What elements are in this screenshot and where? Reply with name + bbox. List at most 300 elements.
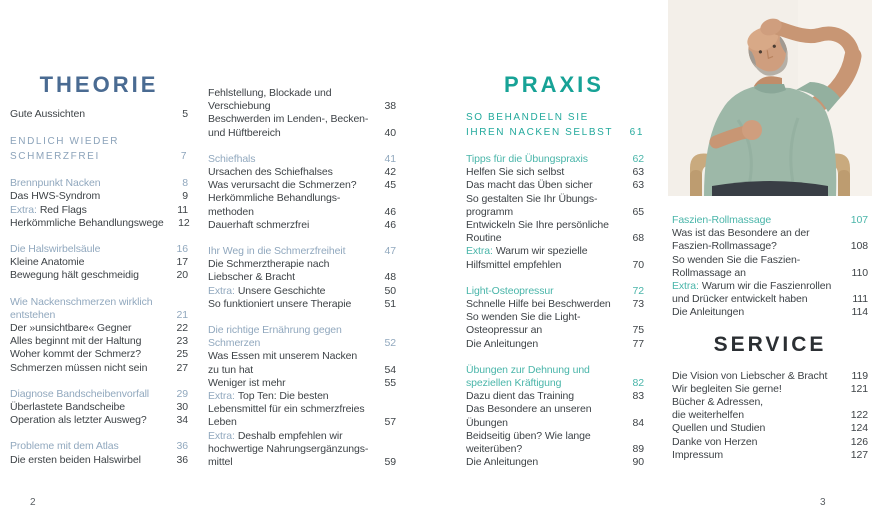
page-ref: 9 <box>182 190 188 203</box>
toc-line <box>466 430 644 443</box>
toc-line <box>672 254 868 267</box>
toc-line <box>466 443 644 456</box>
toc-entry-text: Die richtige Ernährung gegen <box>208 324 342 337</box>
toc-entry <box>10 401 188 414</box>
toc-entry <box>10 414 188 427</box>
toc-line <box>10 217 188 230</box>
toc-line <box>672 214 868 227</box>
toc-entry-text: Tipps für die Übungspraxis <box>466 153 588 165</box>
page-ref: 70 <box>632 258 644 271</box>
toc-entry-text: und Hüftbereich <box>208 126 281 139</box>
toc-entry-text: Routine <box>466 232 502 245</box>
extra-label: Extra: <box>208 429 235 442</box>
toc-line <box>208 377 396 390</box>
toc-entry-text: So wenden Sie die Light- <box>466 311 581 324</box>
toc-entry <box>10 256 188 269</box>
praxis-heading: PRAXIS <box>504 72 604 97</box>
page-ref: 59 <box>384 456 396 469</box>
toc-line <box>208 87 396 100</box>
toc-entry-text: Bücher & Adressen, <box>672 396 764 409</box>
toc-entry <box>466 456 644 469</box>
toc-entry <box>10 217 188 230</box>
toc-entry <box>208 166 396 179</box>
toc-group <box>672 370 868 462</box>
toc-entry-text: die weiterhelfen <box>672 409 744 422</box>
toc-line <box>466 245 644 258</box>
page-ref: 114 <box>851 306 868 319</box>
toc-entry-text: weiterüben? <box>466 443 523 456</box>
toc-line <box>466 390 644 403</box>
right-page-column-2 <box>672 214 868 475</box>
toc-entry <box>10 190 188 203</box>
toc-group <box>208 324 396 469</box>
toc-entry <box>10 108 188 121</box>
page-ref: 12 <box>178 216 190 229</box>
toc-entry-text: Extra: Warum wir spezielle <box>466 245 588 258</box>
toc-line <box>208 192 396 205</box>
toc-entry-text: Herkömmliche Behandlungswege <box>10 216 164 229</box>
toc-group <box>10 177 188 230</box>
toc-entry <box>672 280 868 306</box>
toc-entry <box>208 153 396 166</box>
toc-entry <box>10 440 188 453</box>
toc-line <box>466 403 644 416</box>
toc-line <box>208 166 396 179</box>
page-ref: 122 <box>850 409 868 422</box>
toc-entry-text: Extra: Unsere Geschichte <box>208 284 326 297</box>
page-ref: 63 <box>632 166 644 179</box>
page-ref: 110 <box>851 266 868 279</box>
toc-entry-text: Verschiebung <box>208 100 271 113</box>
page-ref: 11 <box>177 203 188 216</box>
page-ref: 77 <box>632 337 644 350</box>
toc-entry-text: Wir begleiten Sie gerne! <box>672 382 782 395</box>
toc-entry <box>208 324 396 350</box>
toc-entry-text: Leben <box>208 416 237 429</box>
toc-line <box>208 206 396 219</box>
neck-stretch-illustration <box>668 0 872 196</box>
toc-entry-text: So funktioniert unsere Therapie <box>208 297 352 310</box>
toc-entry <box>208 430 396 470</box>
toc-entry <box>672 214 868 227</box>
toc-entry-text: ENDLICH WIEDER <box>10 136 120 148</box>
toc-line <box>10 348 188 361</box>
toc-line <box>466 311 644 324</box>
toc-line <box>10 401 188 414</box>
toc-line <box>10 296 188 309</box>
toc-entry <box>672 370 868 383</box>
page-ref: 50 <box>384 284 396 297</box>
toc-group <box>208 245 396 311</box>
toc-entry <box>466 166 644 179</box>
toc-line <box>672 267 868 280</box>
toc-entry-text: Operation als letzter Ausweg? <box>10 414 147 427</box>
toc-entry <box>466 153 644 166</box>
toc-entry <box>466 245 644 271</box>
toc-line <box>672 396 868 409</box>
toc-line <box>466 232 644 245</box>
left-page-column-1 <box>10 108 188 480</box>
page-ref: 23 <box>176 335 188 348</box>
page-ref: 38 <box>384 100 396 113</box>
extra-label: Extra: <box>10 203 37 216</box>
toc-group <box>10 440 188 466</box>
page-ref: 121 <box>850 382 868 395</box>
toc-entry <box>466 338 644 351</box>
page-ref: 46 <box>384 218 396 231</box>
toc-entry <box>208 285 396 298</box>
toc-line <box>466 166 644 179</box>
toc-line <box>10 108 188 121</box>
toc-entry <box>672 383 868 396</box>
page-ref: 20 <box>176 269 188 282</box>
toc-entry-text: Überlastete Bandscheibe <box>10 401 126 414</box>
toc-entry-text: Extra: Top Ten: Die besten <box>208 390 329 403</box>
toc-line <box>10 204 188 217</box>
toc-entry-text: programm <box>466 205 514 218</box>
page-ref: 47 <box>384 245 396 258</box>
toc-entry-text: Die Anleitungen <box>466 456 539 469</box>
page-ref: 111 <box>852 293 868 306</box>
toc-line <box>10 322 188 335</box>
toc-entry <box>208 350 396 376</box>
toc-line <box>208 443 396 456</box>
toc-entry <box>466 110 644 140</box>
toc-entry <box>466 219 644 245</box>
toc-group <box>466 364 644 470</box>
toc-entry <box>10 348 188 361</box>
toc-group <box>10 243 188 283</box>
page-ref: 90 <box>632 456 644 469</box>
toc-entry-text: SCHMERZFREI <box>10 151 100 163</box>
toc-entry-text: Wie Nackenschmerzen wirklich <box>10 295 153 308</box>
toc-group <box>208 153 396 232</box>
toc-line <box>672 227 868 240</box>
toc-entry <box>672 396 868 422</box>
toc-entry <box>208 377 396 390</box>
toc-entry <box>208 298 396 311</box>
toc-entry-text: Schmerzen müssen nicht sein <box>10 361 148 374</box>
toc-line <box>208 219 396 232</box>
toc-group <box>672 214 868 320</box>
toc-line <box>466 110 644 125</box>
toc-entry <box>672 449 868 462</box>
toc-entry <box>208 219 396 232</box>
toc-line <box>208 416 396 429</box>
toc-entry-text: Quellen und Studien <box>672 422 766 435</box>
toc-line <box>208 153 396 166</box>
toc-entry <box>10 177 188 190</box>
toc-entry <box>466 311 644 337</box>
page-ref: 41 <box>384 152 396 165</box>
page-ref: 48 <box>384 271 396 284</box>
toc-entry-text: Was ist das Besondere an der <box>672 227 810 240</box>
extra-label: Extra: <box>466 245 493 258</box>
toc-entry-text: Diagnose Bandscheibenvorfall <box>10 387 150 400</box>
toc-line <box>466 153 644 166</box>
toc-line <box>466 338 644 351</box>
toc-line <box>672 436 868 449</box>
toc-entry-text: Die Halswirbelsäule <box>10 243 101 256</box>
toc-line <box>208 298 396 311</box>
toc-entry-text: SO BEHANDELN SIE <box>466 112 589 123</box>
toc-entry-text: Die Anleitungen <box>466 337 539 350</box>
toc-line <box>10 362 188 375</box>
page-ref: 75 <box>632 324 644 337</box>
toc-line <box>10 335 188 348</box>
page-ref: 62 <box>632 153 644 165</box>
toc-line <box>208 324 396 337</box>
toc-line <box>10 256 188 269</box>
page-ref: 68 <box>632 232 644 245</box>
toc-entry <box>208 113 396 139</box>
toc-entry <box>10 335 188 348</box>
toc-entry-text: Ursachen des Schiefhalses <box>208 166 333 179</box>
toc-entry-text: Bewegung hält geschmeidig <box>10 269 139 282</box>
left-folio-number: 2 <box>30 497 36 508</box>
toc-entry-text: Schmerzen <box>208 337 261 350</box>
toc-line <box>672 370 868 383</box>
page-ref: 54 <box>384 363 396 376</box>
toc-line <box>208 456 396 469</box>
toc-entry-text: Ihr Weg in die Schmerzfreiheit <box>208 245 346 258</box>
faszien-section <box>672 214 868 320</box>
page-ref: 83 <box>632 390 644 403</box>
toc-entry <box>10 204 188 217</box>
toc-line <box>466 456 644 469</box>
toc-entry-text: Liebscher & Bracht <box>208 271 295 284</box>
toc-line <box>672 383 868 396</box>
toc-entry-text: Übungen <box>466 416 508 429</box>
toc-line <box>672 409 868 422</box>
toc-entry <box>672 436 868 449</box>
page-ref: 34 <box>176 414 188 427</box>
toc-line <box>10 414 188 427</box>
toc-entry-text: Weniger ist mehr <box>208 376 286 389</box>
toc-entry <box>10 296 188 322</box>
toc-entry-text: IHREN NACKEN SELBST <box>466 127 614 138</box>
toc-entry-text: mittel <box>208 456 233 469</box>
toc-entry <box>208 390 396 430</box>
toc-entry-text: Dazu dient das Training <box>466 390 575 403</box>
toc-line <box>10 388 188 401</box>
toc-line <box>672 449 868 462</box>
toc-entry-text: Brennpunkt Nacken <box>10 177 101 190</box>
page-ref: 65 <box>632 205 644 218</box>
toc-entry-text: Hilfsmittel empfehlen <box>466 258 562 271</box>
page-ref: 61 <box>629 127 644 138</box>
toc-line <box>208 403 396 416</box>
toc-group <box>10 108 188 121</box>
toc-line <box>10 190 188 203</box>
toc-entry-text: Das HWS-Syndrom <box>10 190 101 203</box>
toc-entry-text: zu tun hat <box>208 363 254 376</box>
toc-entry-text: Helfen Sie sich selbst <box>466 166 565 179</box>
extra-label: Extra: <box>208 284 235 297</box>
page-ref: 30 <box>176 401 188 414</box>
page-ref: 107 <box>850 214 868 226</box>
toc-entry-text: So gestalten Sie Ihr Übungs- <box>466 192 598 205</box>
page-ref: 17 <box>176 256 188 269</box>
service-heading: SERVICE <box>713 332 827 356</box>
toc-entry <box>466 364 644 390</box>
toc-entry <box>208 179 396 192</box>
toc-entry <box>466 298 644 311</box>
toc-entry-text: Extra: Deshalb empfehlen wir <box>208 429 343 442</box>
toc-entry-text: Extra: Warum wir die Faszienrollen <box>672 280 832 293</box>
page-ref: 45 <box>384 179 396 192</box>
page-ref: 72 <box>632 284 644 297</box>
toc-entry <box>208 87 396 113</box>
toc-line <box>466 193 644 206</box>
toc-line <box>672 280 868 293</box>
toc-line <box>10 134 188 149</box>
toc-entry <box>10 454 188 467</box>
toc-line <box>10 177 188 190</box>
toc-line <box>672 422 868 435</box>
toc-entry-text: Die Schmerztherapie nach <box>208 258 330 271</box>
toc-entry-text: Faszien-Rollmassage <box>672 214 772 226</box>
toc-entry <box>208 192 396 218</box>
toc-entry-text: Woher kommt der Schmerz? <box>10 348 142 361</box>
toc-entry-text: Was verursacht die Schmerzen? <box>208 179 357 192</box>
toc-line <box>466 219 644 232</box>
toc-line <box>208 390 396 403</box>
toc-entry-text: speziellen Kräftigung <box>466 377 562 390</box>
service-section <box>672 370 868 462</box>
toc-entry <box>466 430 644 456</box>
toc-entry-text: Fehlstellung, Blockade und <box>208 87 332 99</box>
toc-line <box>208 258 396 271</box>
toc-line <box>208 364 396 377</box>
toc-entry <box>10 134 188 164</box>
toc-entry-text: Entwickeln Sie Ihre persönliche <box>466 219 609 232</box>
toc-group <box>10 134 188 164</box>
toc-entry-text: So wenden Sie die Faszien- <box>672 253 801 266</box>
page-ref: 108 <box>850 240 868 253</box>
toc-entry-text: methoden <box>208 205 254 218</box>
toc-entry-text: Gute Aussichten <box>10 108 85 120</box>
toc-line <box>466 125 644 140</box>
toc-entry <box>466 179 644 192</box>
toc-line <box>208 285 396 298</box>
toc-entry-text: Alles beginnt mit der Haltung <box>10 335 142 348</box>
toc-line <box>466 179 644 192</box>
page-ref: 84 <box>632 416 644 429</box>
page-ref: 51 <box>384 297 396 310</box>
toc-entry <box>672 227 868 253</box>
page-ref: 52 <box>384 337 396 350</box>
page-ref: 57 <box>384 416 396 429</box>
page-ref: 63 <box>632 179 644 192</box>
page-ref: 73 <box>632 298 644 311</box>
toc-entry <box>672 254 868 280</box>
page-ref: 89 <box>632 443 644 456</box>
page-ref: 46 <box>384 205 396 218</box>
toc-entry-text: Das macht das Üben sicher <box>466 179 593 192</box>
left-page-column-2 <box>208 87 396 482</box>
toc-entry-text: Osteopressur an <box>466 324 543 337</box>
toc-entry-text: Extra: Red Flags <box>10 203 87 216</box>
toc-entry <box>208 258 396 284</box>
page-ref: 126 <box>850 435 868 448</box>
toc-line <box>10 243 188 256</box>
toc-entry-text: Die ersten beiden Halswirbel <box>10 453 141 466</box>
toc-entry <box>466 193 644 219</box>
page-ref: 82 <box>632 377 644 390</box>
toc-line <box>10 454 188 467</box>
toc-entry-text: Light-Osteopressur <box>466 284 554 297</box>
toc-entry <box>208 245 396 258</box>
toc-entry-text: Schiefhals <box>208 152 256 165</box>
toc-line <box>466 324 644 337</box>
toc-entry-text: Impressum <box>672 448 724 461</box>
page-ref: 55 <box>384 376 396 389</box>
toc-entry-text: Beschwerden im Lenden-, Becken- <box>208 113 369 126</box>
toc-entry-text: Faszien-Rollmassage? <box>672 240 777 253</box>
right-folio-number: 3 <box>820 497 826 508</box>
page-ref: 25 <box>176 348 188 361</box>
toc-entry-text: Probleme mit dem Atlas <box>10 440 119 453</box>
right-page-column-1 <box>466 110 644 482</box>
toc-entry-text: Herkömmliche Behandlungs- <box>208 192 341 205</box>
page-ref: 21 <box>176 308 188 321</box>
toc-line <box>672 306 868 319</box>
toc-entry-text: Dauerhaft schmerzfrei <box>208 218 310 231</box>
toc-line <box>208 337 396 350</box>
theorie-heading: THEORIE <box>39 72 159 97</box>
toc-line <box>466 298 644 311</box>
toc-line <box>208 179 396 192</box>
toc-entry <box>10 269 188 282</box>
toc-entry <box>10 388 188 401</box>
toc-entry-text: Übungen zur Dehnung und <box>466 363 590 376</box>
toc-entry-text: Kleine Anatomie <box>10 256 85 269</box>
extra-label: Extra: <box>672 280 699 293</box>
page-ref: 7 <box>180 151 188 163</box>
toc-entry <box>672 422 868 435</box>
toc-line <box>466 377 644 390</box>
exercise-photo <box>668 0 872 196</box>
page-ref: 36 <box>176 440 188 453</box>
toc-entry <box>10 243 188 256</box>
page-ref: 22 <box>176 322 188 335</box>
toc-line <box>466 364 644 377</box>
toc-entry <box>466 390 644 403</box>
toc-entry-text: hochwertige Nahrungsergänzungs- <box>208 442 369 455</box>
toc-line <box>10 309 188 322</box>
toc-line <box>10 149 188 164</box>
page-ref: 8 <box>182 177 188 190</box>
toc-entry-text: Das Besondere an unseren <box>466 403 592 416</box>
toc-line <box>466 285 644 298</box>
toc-line <box>208 430 396 443</box>
toc-entry <box>10 362 188 375</box>
page-ref: 16 <box>176 243 188 256</box>
toc-entry-text: Was Essen mit unserem Nacken <box>208 350 358 363</box>
toc-entry-text: Der »unsichtbare« Gegner <box>10 322 132 335</box>
toc-entry <box>10 322 188 335</box>
page-ref: 119 <box>851 369 868 382</box>
toc-line <box>672 240 868 253</box>
toc-entry-text: Rollmassage an <box>672 266 746 279</box>
toc-line <box>10 269 188 282</box>
toc-entry-text: Schnelle Hilfe bei Beschwerden <box>466 298 611 311</box>
toc-entry <box>672 306 868 319</box>
toc-entry-text: Danke von Herzen <box>672 435 758 448</box>
toc-group <box>466 285 644 351</box>
toc-group <box>466 110 644 140</box>
